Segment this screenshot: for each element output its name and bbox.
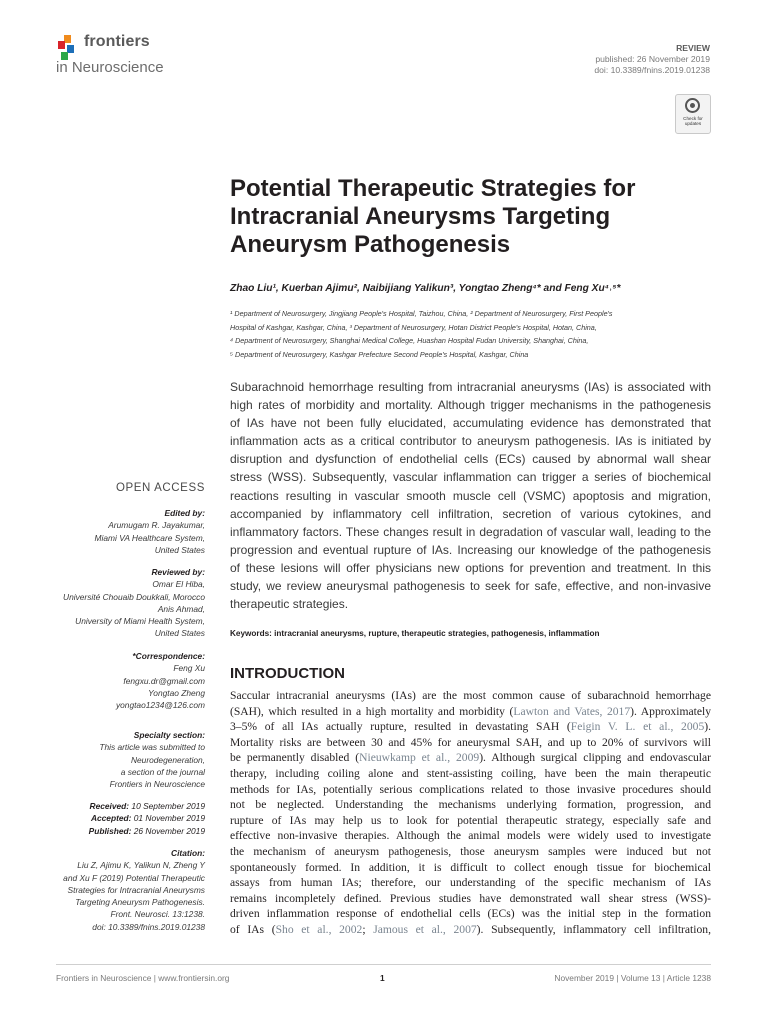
- affiliations: [230, 307, 710, 361]
- abstract-line: stress (WSS). Subsequently, vascular inflammation can trigger a series of biochemical: [230, 470, 711, 485]
- email-link[interactable]: yongtao1234@126.com: [115, 700, 205, 711]
- abstract-line: Subarachnoid hemorrhage resulting from intracranial aneurysms (IAs) is associated with: [230, 380, 711, 394]
- body-text: ). Approximately: [630, 704, 711, 718]
- sidebar-line: Feng Xu: [173, 663, 205, 674]
- title-line: Potential Therapeutic Strategies for: [230, 175, 636, 202]
- author-list: Zhao Liu¹, Kuerban Ajimu², Naibijiang Yalikun³, Yongtao Zheng⁴* and Feng Xu⁴˒⁵*: [230, 283, 621, 294]
- body-line: [230, 766, 711, 782]
- abstract-line: study, we review aneurysmal pathogenesis to seek for safe, effective, and non-invasive: [230, 579, 711, 594]
- article-dates: [89, 800, 205, 837]
- accepted-date: Accepted: 01 November 2019: [90, 813, 205, 824]
- sidebar-line: and Xu F (2019) Potential Therapeutic: [63, 872, 205, 883]
- body-line: [230, 922, 711, 938]
- sidebar-heading: Edited by:: [164, 508, 205, 518]
- affiliation-line: ¹ Department of Neurosurgery, Jingjiang People's Hospital, Taizhou, China, ² Department of Neurosurgery, First People's: [230, 309, 613, 318]
- body-line: [230, 844, 711, 860]
- sidebar-heading: Specialty section:: [133, 730, 205, 740]
- keywords: [230, 629, 711, 638]
- sidebar-line: Targeting Aneurysm Pathogenesis.: [75, 897, 205, 908]
- body-line: [230, 735, 711, 751]
- body-line: [230, 828, 711, 844]
- body-line: [230, 750, 711, 766]
- affiliation-line: ⁵ Department of Neurosurgery, Kashgar Prefecture Second People's Hospital, Kashgar, China: [230, 349, 529, 359]
- specialty-section: [99, 729, 205, 790]
- article-title: [230, 175, 710, 259]
- footer-issue-info: November 2019 | Volume 13 | Article 1238: [554, 973, 711, 983]
- body-text: rupture of IAs may help us to look for potential therapeutic strategy, especially safe and: [230, 813, 711, 827]
- journal-name: in Neuroscience: [56, 59, 164, 76]
- article-doi[interactable]: doi: 10.3389/fnins.2019.01238: [594, 65, 710, 75]
- check-updates-label: Check for updates: [683, 116, 703, 127]
- body-text: of IAs (: [230, 922, 276, 936]
- sidebar-line: Liu Z, Ajimu K, Yalikun N, Zheng Y: [77, 860, 205, 871]
- abstract-line: high rates of morbidity and mortality. Although trigger mechanisms in the pathogenesis: [230, 398, 711, 413]
- open-access-label: OPEN ACCESS: [115, 482, 205, 494]
- sidebar-line: Neurodegeneration,: [130, 754, 205, 765]
- sidebar-line: University of Miami Health System,: [75, 616, 205, 627]
- body-line: [230, 688, 711, 704]
- title-line: Aneurysm Pathogenesis: [230, 231, 511, 258]
- body-text: effective non-invasive therapies. Although the animal models were widely used to investigate: [230, 829, 711, 843]
- abstract-line: of IAs have not been fully elucidated, accumulating evidence has demonstrated that: [230, 416, 711, 431]
- introduction-body: [230, 688, 711, 938]
- citation-link[interactable]: Nieuwkamp et al., 2009: [359, 751, 480, 765]
- body-line: [230, 891, 711, 907]
- body-text: assays from human IAs; therefore, our understanding of the specific mechanism of IAs: [230, 876, 711, 890]
- abstract: [230, 378, 711, 613]
- affiliation-line: ⁴ Department of Neurosurgery, Shanghai Medical College, Huashan Hospital Fudan University, Shanghai, China,: [230, 336, 589, 346]
- sidebar-line: Yongtao Zheng: [148, 687, 205, 698]
- article-type: REVIEW: [676, 43, 710, 53]
- keywords-label: Keywords:: [230, 629, 272, 638]
- email-link[interactable]: fengxu.dr@gmail.com: [123, 675, 205, 686]
- logo-wordmark: frontiers: [84, 33, 150, 50]
- sidebar-line: Anis Ahmad,: [157, 603, 205, 614]
- sidebar-line: a section of the journal: [120, 766, 205, 777]
- sidebar-heading: *Correspondence:: [132, 651, 205, 661]
- abstract-line: therapeutic strategies.: [230, 597, 349, 612]
- footer-journal-link[interactable]: Frontiers in Neuroscience | www.frontiersin.org: [56, 973, 230, 983]
- body-text: driven inflammation response of endothelial cells (ECs) was the initial step in the formation: [230, 907, 711, 921]
- body-text: methods for IAs, potentially serious complications related to those invasive procedures should: [230, 782, 711, 796]
- body-line: [230, 813, 711, 829]
- citation-link[interactable]: Sho et al., 2002: [275, 922, 363, 936]
- check-updates-icon: [685, 98, 700, 113]
- body-line: [230, 906, 711, 922]
- title-line: Intracranial Aneurysms Targeting: [230, 203, 611, 230]
- article-meta: [594, 43, 710, 76]
- body-line: [230, 719, 711, 735]
- abstract-line: inflammatory factors. These changes result in degradation of vascular wall, leading to the: [230, 524, 711, 539]
- frontiers-logo-icon: [58, 35, 80, 61]
- abstract-line: disruption and dysfunction of endothelial cells (ECs) caused by abnormal wall shear: [230, 452, 711, 467]
- sidebar-heading: Citation:: [171, 848, 205, 858]
- body-text: remains incompletely defined. Previous studies have demonstrated wall shear stress (WSS)-: [230, 891, 711, 905]
- sidebar-line: Front. Neurosci. 13:1238.: [110, 909, 205, 920]
- sidebar-line: Miami VA Healthcare System,: [94, 532, 205, 543]
- sidebar-line: This article was submitted to: [99, 742, 205, 753]
- reviewed-by: [63, 566, 205, 640]
- citation-doi-link[interactable]: doi: 10.3389/fnins.2019.01238: [92, 921, 205, 932]
- keywords-text: intracranial aneurysms, rupture, therapeutic strategies, pathogenesis, inflammation: [274, 629, 600, 638]
- citation-link[interactable]: Feigin V. L. et al., 2005: [570, 720, 705, 734]
- body-text: ).: [704, 720, 712, 734]
- body-text: be permanently disabled (: [230, 751, 360, 765]
- body-line: [230, 860, 711, 876]
- received-date: Received: 10 September 2019: [89, 801, 205, 811]
- body-text: ;: [362, 922, 374, 936]
- abstract-line: reactions resulting in vascular smooth muscle cell (VSMC) apoptosis and migration,: [230, 488, 711, 503]
- check-for-updates-badge[interactable]: [675, 94, 711, 134]
- sidebar-line: Strategies for Intracranial Aneurysms: [67, 884, 205, 895]
- abstract-line: progression and eventual rupture of IAs. Increasing our knowledge of the pathogenesis: [230, 542, 711, 557]
- body-text: 3–5% of all IAs actually rupture, resulted in devastating SAH (: [230, 720, 571, 734]
- sidebar-line: Omar El Hiba,: [152, 579, 205, 590]
- body-text: (SAH), which resulted in a high mortality and morbidity (: [230, 704, 514, 718]
- citation: [63, 847, 205, 933]
- journal-logo[interactable]: [56, 32, 256, 82]
- body-line: [230, 797, 711, 813]
- affiliation-line: Hospital of Kashgar, Kashgar, China, ³ Department of Neurosurgery, Hotan District People's Hospital, Hotan, China,: [230, 322, 597, 332]
- sidebar-line: Frontiers in Neuroscience: [109, 779, 205, 790]
- page-number: 1: [380, 973, 385, 983]
- section-heading: INTRODUCTION: [230, 665, 345, 682]
- body-text: spontaneously formed. In addition, it is difficult to collect enough tissue for biochemical: [230, 860, 711, 874]
- abstract-line: accompanied by inflammatory cell infiltration, secretion of various cytokines, and: [230, 506, 711, 521]
- body-text: ). Subsequently, inflammatory cell infiltration,: [476, 922, 711, 936]
- citation-link[interactable]: Lawton and Vates, 2017: [513, 704, 631, 718]
- body-text: Saccular intracranial aneurysms (IAs) are the most common cause of subarachnoid hemorrhage: [230, 689, 711, 702]
- sidebar-heading: Reviewed by:: [151, 567, 205, 577]
- sidebar-line: United States: [154, 628, 205, 639]
- body-line: [230, 704, 711, 720]
- body-text: therapy, including coiling alone and stent-assisting coiling, have been the main therapeutic: [230, 766, 711, 780]
- edited-by: [95, 507, 205, 556]
- abstract-line: of these lesions will offer physicians new options for prevention and treatment. In this: [230, 560, 711, 575]
- body-text: the mechanism of aneurysm pathogenesis, those aneurysm samples were induced but not: [230, 844, 711, 858]
- published-date-sidebar: Published: 26 November 2019: [88, 825, 205, 836]
- body-text: Mortality risks are between 30 and 45% for aneurysmal SAH, and up to 20% of survivors will: [230, 735, 711, 749]
- body-line: [230, 782, 711, 798]
- body-text: not be neglected. Understanding the mechanisms underlying formation, progression, and: [230, 798, 711, 812]
- body-text: ). Although surgical clipping and endovascular: [479, 751, 711, 765]
- body-line: [230, 875, 711, 891]
- sidebar-line: Arumugam R. Jayakumar,: [108, 520, 205, 531]
- sidebar-line: Université Chouaib Doukkali, Morocco: [63, 591, 205, 602]
- correspondence: [116, 650, 205, 711]
- abstract-line: inflammation acts as a critical contributor to aneurysm pathogenesis. IAs is initiated by: [230, 434, 711, 449]
- citation-link[interactable]: Jamous et al., 2007: [373, 922, 477, 936]
- published-date: published: 26 November 2019: [595, 54, 710, 64]
- footer-divider: [56, 964, 711, 965]
- sidebar-line: United States: [154, 544, 205, 555]
